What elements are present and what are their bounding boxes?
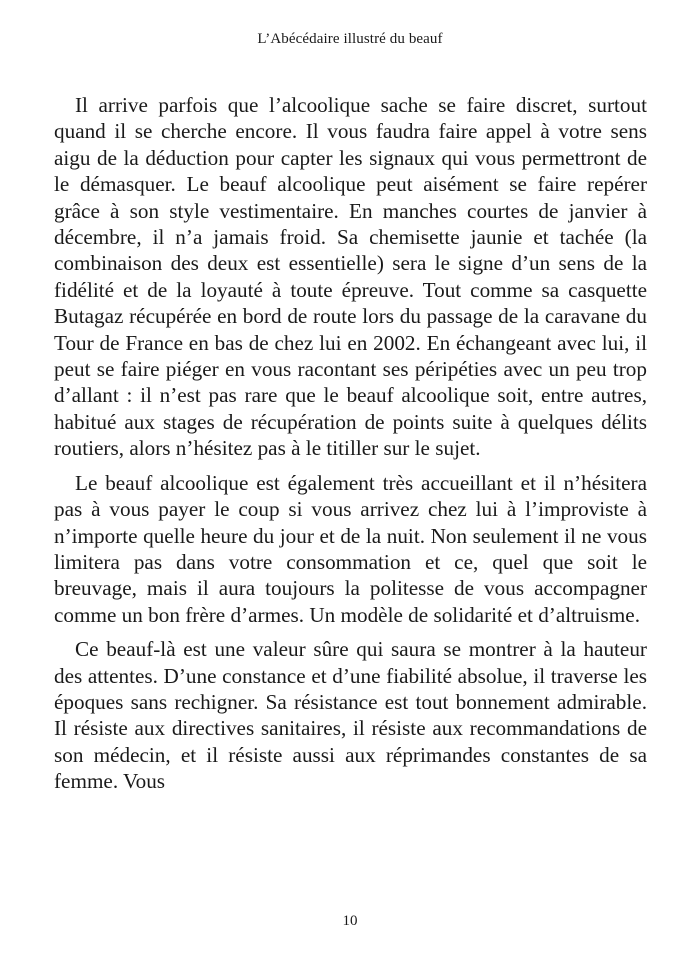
paragraph-3: Ce beauf-là est une valeur sûre qui saura se montrer à la hauteur des attentes. D’une constance et d’une fiabilité absolue, il traverse les époques sans rechigner. Sa résistance est tout bonnement admirable. Il résiste aux directives sanitaires, il résiste aux recommandations de son médecin, et il résiste aussi aux réprimandes constantes de sa femme. Vous xyxy=(54,637,647,794)
paragraph-1: Il arrive parfois que l’alcoolique sache se faire discret, surtout quand il se cherche encore. Il vous faudra faire appel à votre sens aigu de la déduction pour capter les signaux qui vous permettront de le démasquer. Le beauf alcoolique peut aisément se faire repérer grâce à son style vestimentaire. En manches courtes de janvier à décembre, il n’a jamais froid. Sa chemisette jaunie et tachée (la combinaison des deux est essentielle) sera le signe d’un sens de la fidélité et de la loyauté à toute épreuve. Tout comme sa casquette Butagaz récupérée en bord de route lors du passage de la caravane du Tour de France en bas de chez lui en 2002. En échangeant avec lui, il peut se faire piéger en vous racontant ses péripéties avec un peu trop d’allant : il n’est pas rare que le beauf alcoolique soit, entre autres, habitué aux stages de récupération de points suite à quelques délits routiers, alors n’hésitez pas à le titiller sur le sujet. xyxy=(54,93,647,461)
paragraph-2: Le beauf alcoolique est également très accueillant et il n’hésitera pas à vous payer le coup si vous arrivez chez lui à l’improviste à n’importe quelle heure du jour et de la nuit. Non seulement il ne vous limitera pas dans votre consommation et ce, quel que soit le breuvage, mais il aura toujours la politesse de vous accompagner comme un bon frère d’armes. Un modèle de solidarité et d’altruisme. xyxy=(54,470,647,627)
page-number: 10 xyxy=(342,913,358,929)
body-text xyxy=(54,92,647,803)
running-header: L’Abécédaire illustré du beauf xyxy=(257,31,443,47)
